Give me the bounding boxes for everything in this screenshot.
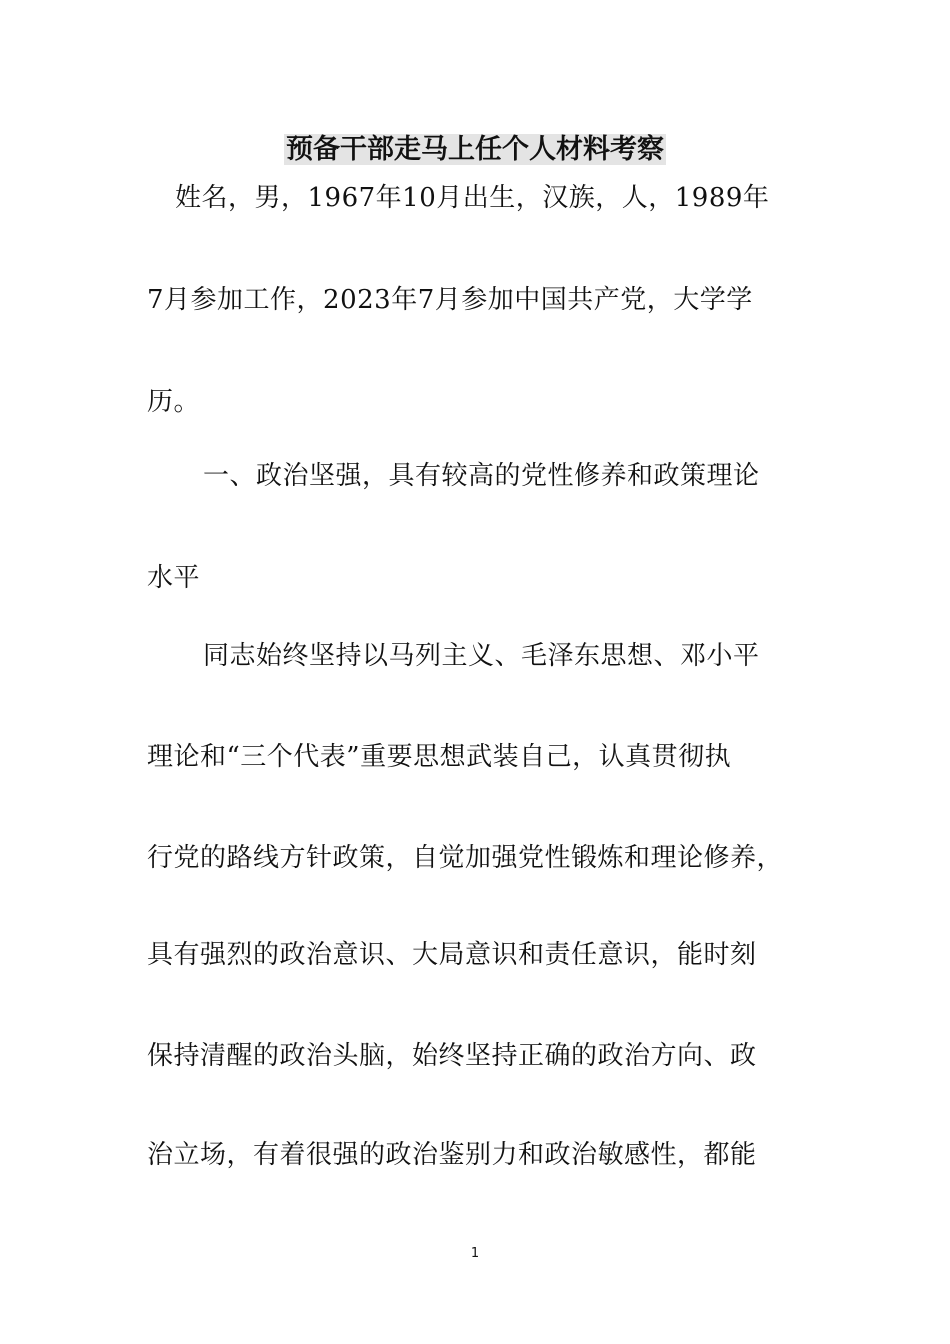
body-line-3: 历。 xyxy=(147,387,201,417)
page-number: 1 xyxy=(470,1246,480,1261)
body-line-2: 7月参加工作，2023年7月参加中国共产党，大学学 xyxy=(147,285,753,315)
body-line-6: 同志始终坚持以马列主义、毛泽东思想、邓小平 xyxy=(203,641,760,671)
section-heading-line-1: 一、政治坚强，具有较高的党性修养和政策理论 xyxy=(203,461,760,491)
body-line-1: 姓名，男，1967年10月出生，汉族，人，1989年 xyxy=(175,183,770,213)
body-line-11: 治立场，有着很强的政治鉴别力和政治敏感性，都能 xyxy=(147,1140,757,1170)
body-line-10: 保持清醒的政治头脑，始终坚持正确的政治方向、政 xyxy=(147,1041,757,1071)
document-title xyxy=(0,130,950,170)
body-line-8: 行党的路线方针政策，自觉加强党性锻炼和理论修养， xyxy=(147,843,784,873)
document-title-text: 预备干部走马上任个人材料考察 xyxy=(286,134,664,165)
section-heading-line-2: 水平 xyxy=(147,563,201,593)
body-line-9: 具有强烈的政治意识、大局意识和责任意识，能时刻 xyxy=(147,940,757,970)
body-line-7: 理论和“三个代表”重要思想武装自己，认真贯彻执 xyxy=(147,742,732,772)
